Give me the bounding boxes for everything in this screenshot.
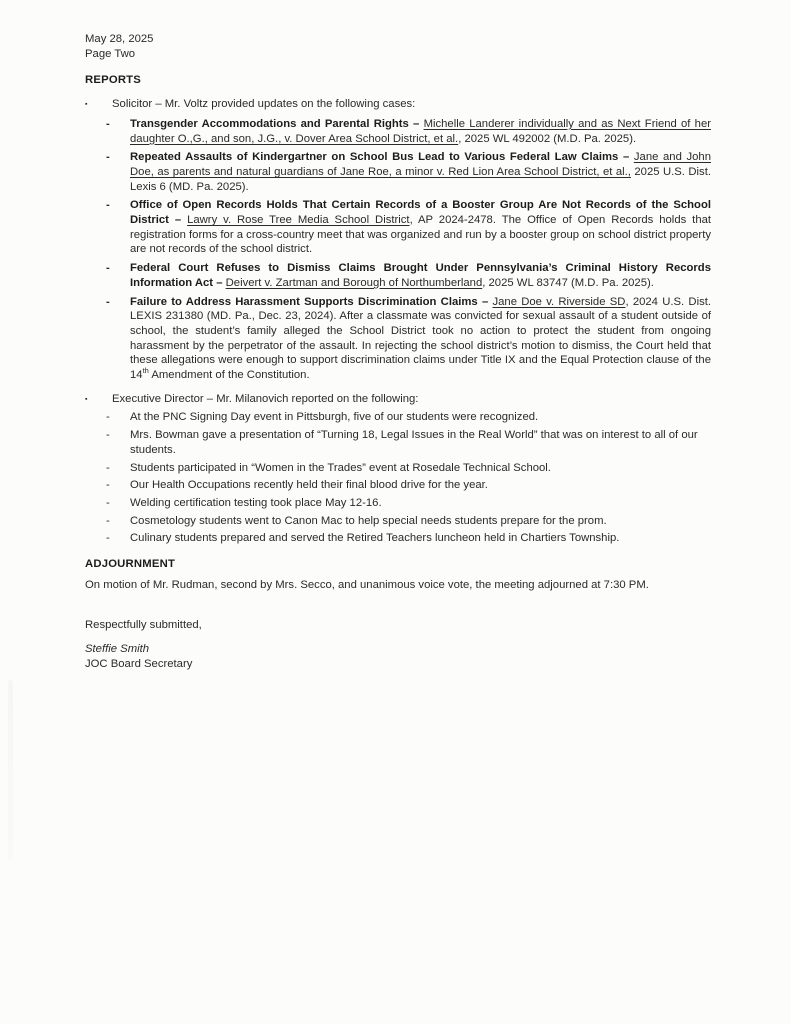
- executive-director-report-item: [85, 392, 711, 408]
- case-item: [106, 150, 711, 194]
- case-title: Federal Court Refuses to Dismiss Claims Brought Under Pennsylvania’s Criminal History Records Information Act –: [130, 262, 711, 289]
- case-title: Office of Open Records Holds That Certain Records of a Booster Group Are Not Records of the School District –: [130, 199, 711, 227]
- case-text: [130, 198, 711, 257]
- dash-icon: -: [106, 117, 110, 130]
- case-rest-after-sup: Amendment of the Constitution.: [148, 369, 310, 382]
- bullet-icon: ▪: [85, 101, 88, 109]
- case-citation: Lawry v. Rose Tree Media School District: [187, 214, 410, 227]
- reports-heading: REPORTS: [85, 74, 142, 87]
- dash-icon: -: [106, 479, 110, 492]
- case-rest: 2025 U.S. Dist. Lexis 6 (MD. Pa. 2025).: [130, 165, 711, 193]
- case-text: [130, 261, 711, 290]
- report-note-item: [106, 428, 711, 457]
- report-note-text: At the PNC Signing Day event in Pittsburgh, five of our students were recognized.: [130, 411, 539, 424]
- case-item: [106, 295, 711, 383]
- case-citation: Jane and John Doe, as parents and natural guardians of Jane Roe, a minor v. Red Lion Area School District, et al.,: [130, 151, 712, 178]
- case-title: Transgender Accommodations and Parental Rights –: [130, 117, 424, 130]
- report-note-item: [106, 410, 711, 425]
- page-number-line: Page Two: [85, 47, 136, 60]
- dash-icon: -: [106, 199, 110, 212]
- report-note-item: [106, 514, 711, 529]
- dash-icon: -: [106, 262, 110, 275]
- case-citation: Michelle Landerer individually and as Next Friend of her daughter O.,G., and son, J.G., v. Dover Area School District, et al.: [130, 117, 711, 145]
- dash-icon: -: [106, 514, 110, 527]
- case-rest: , AP 2024-2478. The Office of Open Records holds that registration forms for a cross-country meet that was organized and run by a booster group on school district property are not records of the school district.: [130, 214, 712, 256]
- case-rest: , 2025 WL 492002 (M.D. Pa. 2025).: [458, 132, 637, 145]
- case-item: [106, 117, 711, 146]
- dash-icon: -: [106, 532, 110, 545]
- dash-icon: -: [106, 461, 110, 474]
- solicitor-intro: Solicitor – Mr. Voltz provided updates on the following cases:: [112, 98, 416, 111]
- case-text: [130, 117, 711, 146]
- case-item: [106, 198, 711, 257]
- dash-icon: -: [106, 295, 110, 308]
- dash-icon: -: [106, 496, 110, 509]
- case-item: [106, 261, 711, 290]
- case-title: Repeated Assaults of Kindergartner on School Bus Lead to Various Federal Law Claims –: [130, 151, 634, 164]
- adjournment-text: On motion of Mr. Rudman, second by Mrs. Secco, and unanimous voice vote, the meeting adjourned at 7:30 PM.: [85, 578, 649, 591]
- report-note-text: Students participated in “Women in the Trades” event at Rosedale Technical School.: [130, 461, 551, 474]
- secretary-signature-name: Steffie Smith: [85, 643, 150, 656]
- case-text: [130, 295, 711, 383]
- case-text: [130, 150, 711, 194]
- report-note-text: Welding certification testing took place May 12-16.: [130, 496, 382, 509]
- dash-icon: -: [106, 411, 110, 424]
- report-note-item: [106, 496, 711, 511]
- report-note-text: Culinary students prepared and served the Retired Teachers luncheon held in Chartiers Township.: [130, 532, 620, 545]
- case-rest: , 2024 U.S. Dist. LEXIS 231380 (MD. Pa., Dec. 23, 2024). After a classmate was convicted for sexual assault of a student outside of school, the student’s family alleged the School District took no action to protect the student from ongoing harassment by the perpetrator of the assault. In rejecting the school district’s motion to dismiss, the Court held that these allegations were enough to support discrimination claims under Title IX and the Equal Protection clause of the 14: [130, 295, 712, 382]
- executive-director-intro: Executive Director – Mr. Milanovich reported on the following:: [112, 392, 419, 405]
- case-title: Failure to Address Harassment Supports Discrimination Claims –: [130, 295, 493, 308]
- date-line: May 28, 2025: [85, 33, 154, 45]
- adjournment-heading: ADJOURNMENT: [85, 558, 176, 571]
- scan-artifact: [8, 680, 13, 860]
- case-rest: , 2025 WL 83747 (M.D. Pa. 2025).: [482, 276, 654, 289]
- solicitor-report-item: [85, 97, 711, 113]
- dash-icon: -: [106, 151, 110, 164]
- secretary-title: JOC Board Secretary: [85, 657, 193, 670]
- closing-salutation: Respectfully submitted,: [85, 618, 202, 631]
- report-note-text: Cosmetology students went to Canon Mac to help special needs students prepare for the prom.: [130, 514, 607, 527]
- ordinal-superscript: th: [142, 366, 149, 376]
- report-note-text: Mrs. Bowman gave a presentation of “Turning 18, Legal Issues in the Real World” that was on interest to all of our students.: [130, 429, 698, 456]
- dash-icon: -: [106, 429, 110, 442]
- case-citation: Jane Doe v. Riverside SD: [492, 295, 626, 308]
- case-citation: Deivert v. Zartman and Borough of Northumberland: [225, 276, 483, 289]
- report-note-text: Our Health Occupations recently held their final blood drive for the year.: [130, 479, 488, 492]
- report-note-item: [106, 531, 711, 546]
- report-note-item: [106, 461, 711, 476]
- bullet-icon: ▪: [85, 395, 88, 403]
- report-note-item: [106, 478, 711, 493]
